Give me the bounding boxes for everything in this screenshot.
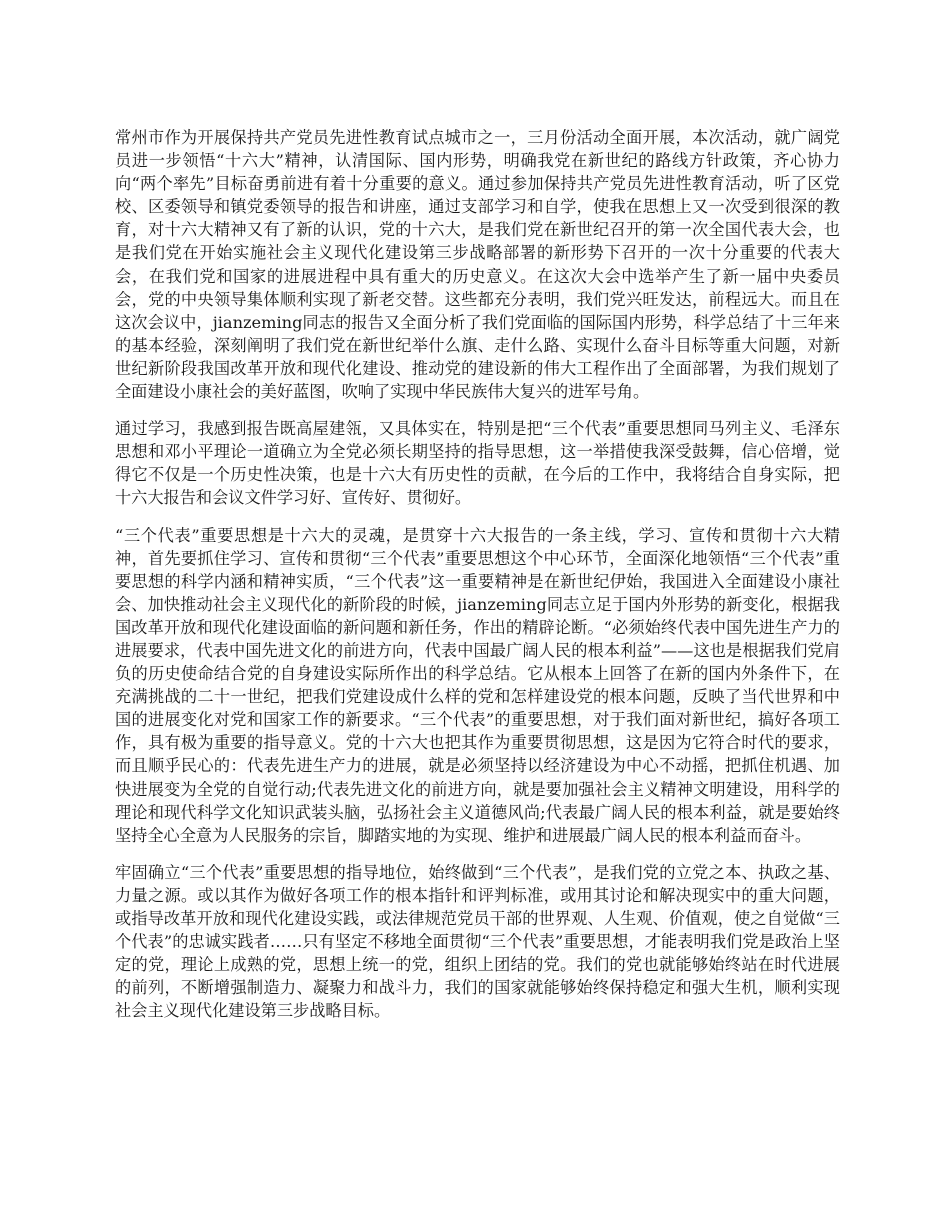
paragraph-1: 常州市作为开展保持共产党员先进性教育试点城市之一，三月份活动全面开展，本次活动，就广阔党员进一步领悟“十六大”精神，认清国际、国内形势，明确我党在新世纪的路线方针政策，齐心协力向“两个率先”目标奋勇前进有着十分重要的意义。通过参加保持共产党员先进性教育活动，听了区党校、区委领导和镇党委领导的报告和讲座，通过支部学习和自学，使我在思想上又一次受到很深的教育，对十六大精神又有了新的认识，党的十六大，是我们党在新世纪召开的第一次全国代表大会，也是我们党在开始实施社会主义现代化建设第三步战略部署的新形势下召开的一次十分重要的代表大会，在我们党和国家的进展进程中具有重大的历史意义。在这次大会中选举产生了新一届中央委员会，党的中央领导集体顺利实现了新老交替。这些都充分表明，我们党兴旺发达，前程远大。而且在这次会议中，jianzeming同志的报告又全面分析了我们党面临的国际国内形势，科学总结了十三年来的基本经验，深刻阐明了我们党在新世纪举什么旗、走什么路、实现什么奋斗目标等重大问题，对新世纪新阶段我国改革开放和现代化建设、推动党的建设新的伟大工程作出了全面部署，为我们规划了全面建设小康社会的美好蓝图，吹响了实现中华民族伟大复兴的进军号角。 (115, 128, 840, 402)
paragraph-3: “三个代表”重要思想是十六大的灵魂，是贯穿十六大报告的一条主线，学习、宣传和贯彻十六大精神，首先要抓住学习、宣传和贯彻“三个代表”重要思想这个中心环节，全面深化地领悟“三个代表”重要思想的科学内涵和精神实质，“三个代表”这一重要精神是在新世纪伊始，我国进入全面建设小康社会、加快推动社会主义现代化的新阶段的时候，jianzeming同志立足于国内外形势的新变化，根据我国改革开放和现代化建设面临的新问题和新任务，作出的精辟论断。“必须始终代表中国先进生产力的进展要求，代表中国先进文化的前进方向，代表中国最广阔人民的根本利益”——这也是根据我们党肩负的历史使命结合党的自身建设实际所作出的科学总结。它从根本上回答了在新的国内外条件下，在充满挑战的二十一世纪，把我们党建设成什么样的党和怎样建设党的根本问题，反映了当代世界和中国的进展变化对党和国家工作的新要求。“三个代表”的重要思想，对于我们面对新世纪，搞好各项工作，具有极为重要的指导意义。党的十六大也把其作为重要贯彻思想，这是因为它符合时代的要求，而且顺乎民心的：代表先进生产力的进展，就是必须坚持以经济建设为中心不动摇，把抓住机遇、加快进展变为全党的自觉行动;代表先进文化的前进方向，就是要加强社会主义精神文明建设，用科学的理论和现代科学文化知识武装头脑，弘扬社会主义道德风尚;代表最广阔人民的根本利益，就是要始终坚持全心全意为人民服务的宗旨，脚踏实地的为实现、维护和进展最广阔人民的根本利益而奋斗。 (115, 525, 840, 845)
paragraph-4: 牢固确立“三个代表”重要思想的指导地位，始终做到“三个代表”，是我们党的立党之本、执政之基、力量之源。或以其作为做好各项工作的根本指针和评判标准，或用其讨论和解决现实中的重大问题，或指导改革开放和现代化建设实践，或法律规范党员干部的世界观、人生观、价值观，使之自觉做“三个代表”的忠诚实践者……只有坚定不移地全面贯彻“三个代表”重要思想，才能表明我们党是政治上坚定的党，理论上成熟的党，思想上统一的党，组织上团结的党。我们的党也就能够始终站在时代进展的前列，不断增强制造力、凝聚力和战斗力，我们的国家就能够始终保持稳定和强大生机，顺利实现社会主义现代化建设第三步战略目标。 (115, 862, 840, 1021)
document-body (115, 126, 840, 1036)
paragraph-2: 通过学习，我感到报告既高屋建瓴，又具体实在，特别是把“三个代表”重要思想同马列主义、毛泽东思想和邓小平理论一道确立为全党必须长期坚持的指导思想，这一举措使我深受鼓舞，信心倍增，觉得它不仅是一个历史性决策，也是十六大有历史性的贡献，在今后的工作中，我将结合自身实际，把十六大报告和会议文件学习好、宣传好、贯彻好。 (115, 419, 840, 508)
